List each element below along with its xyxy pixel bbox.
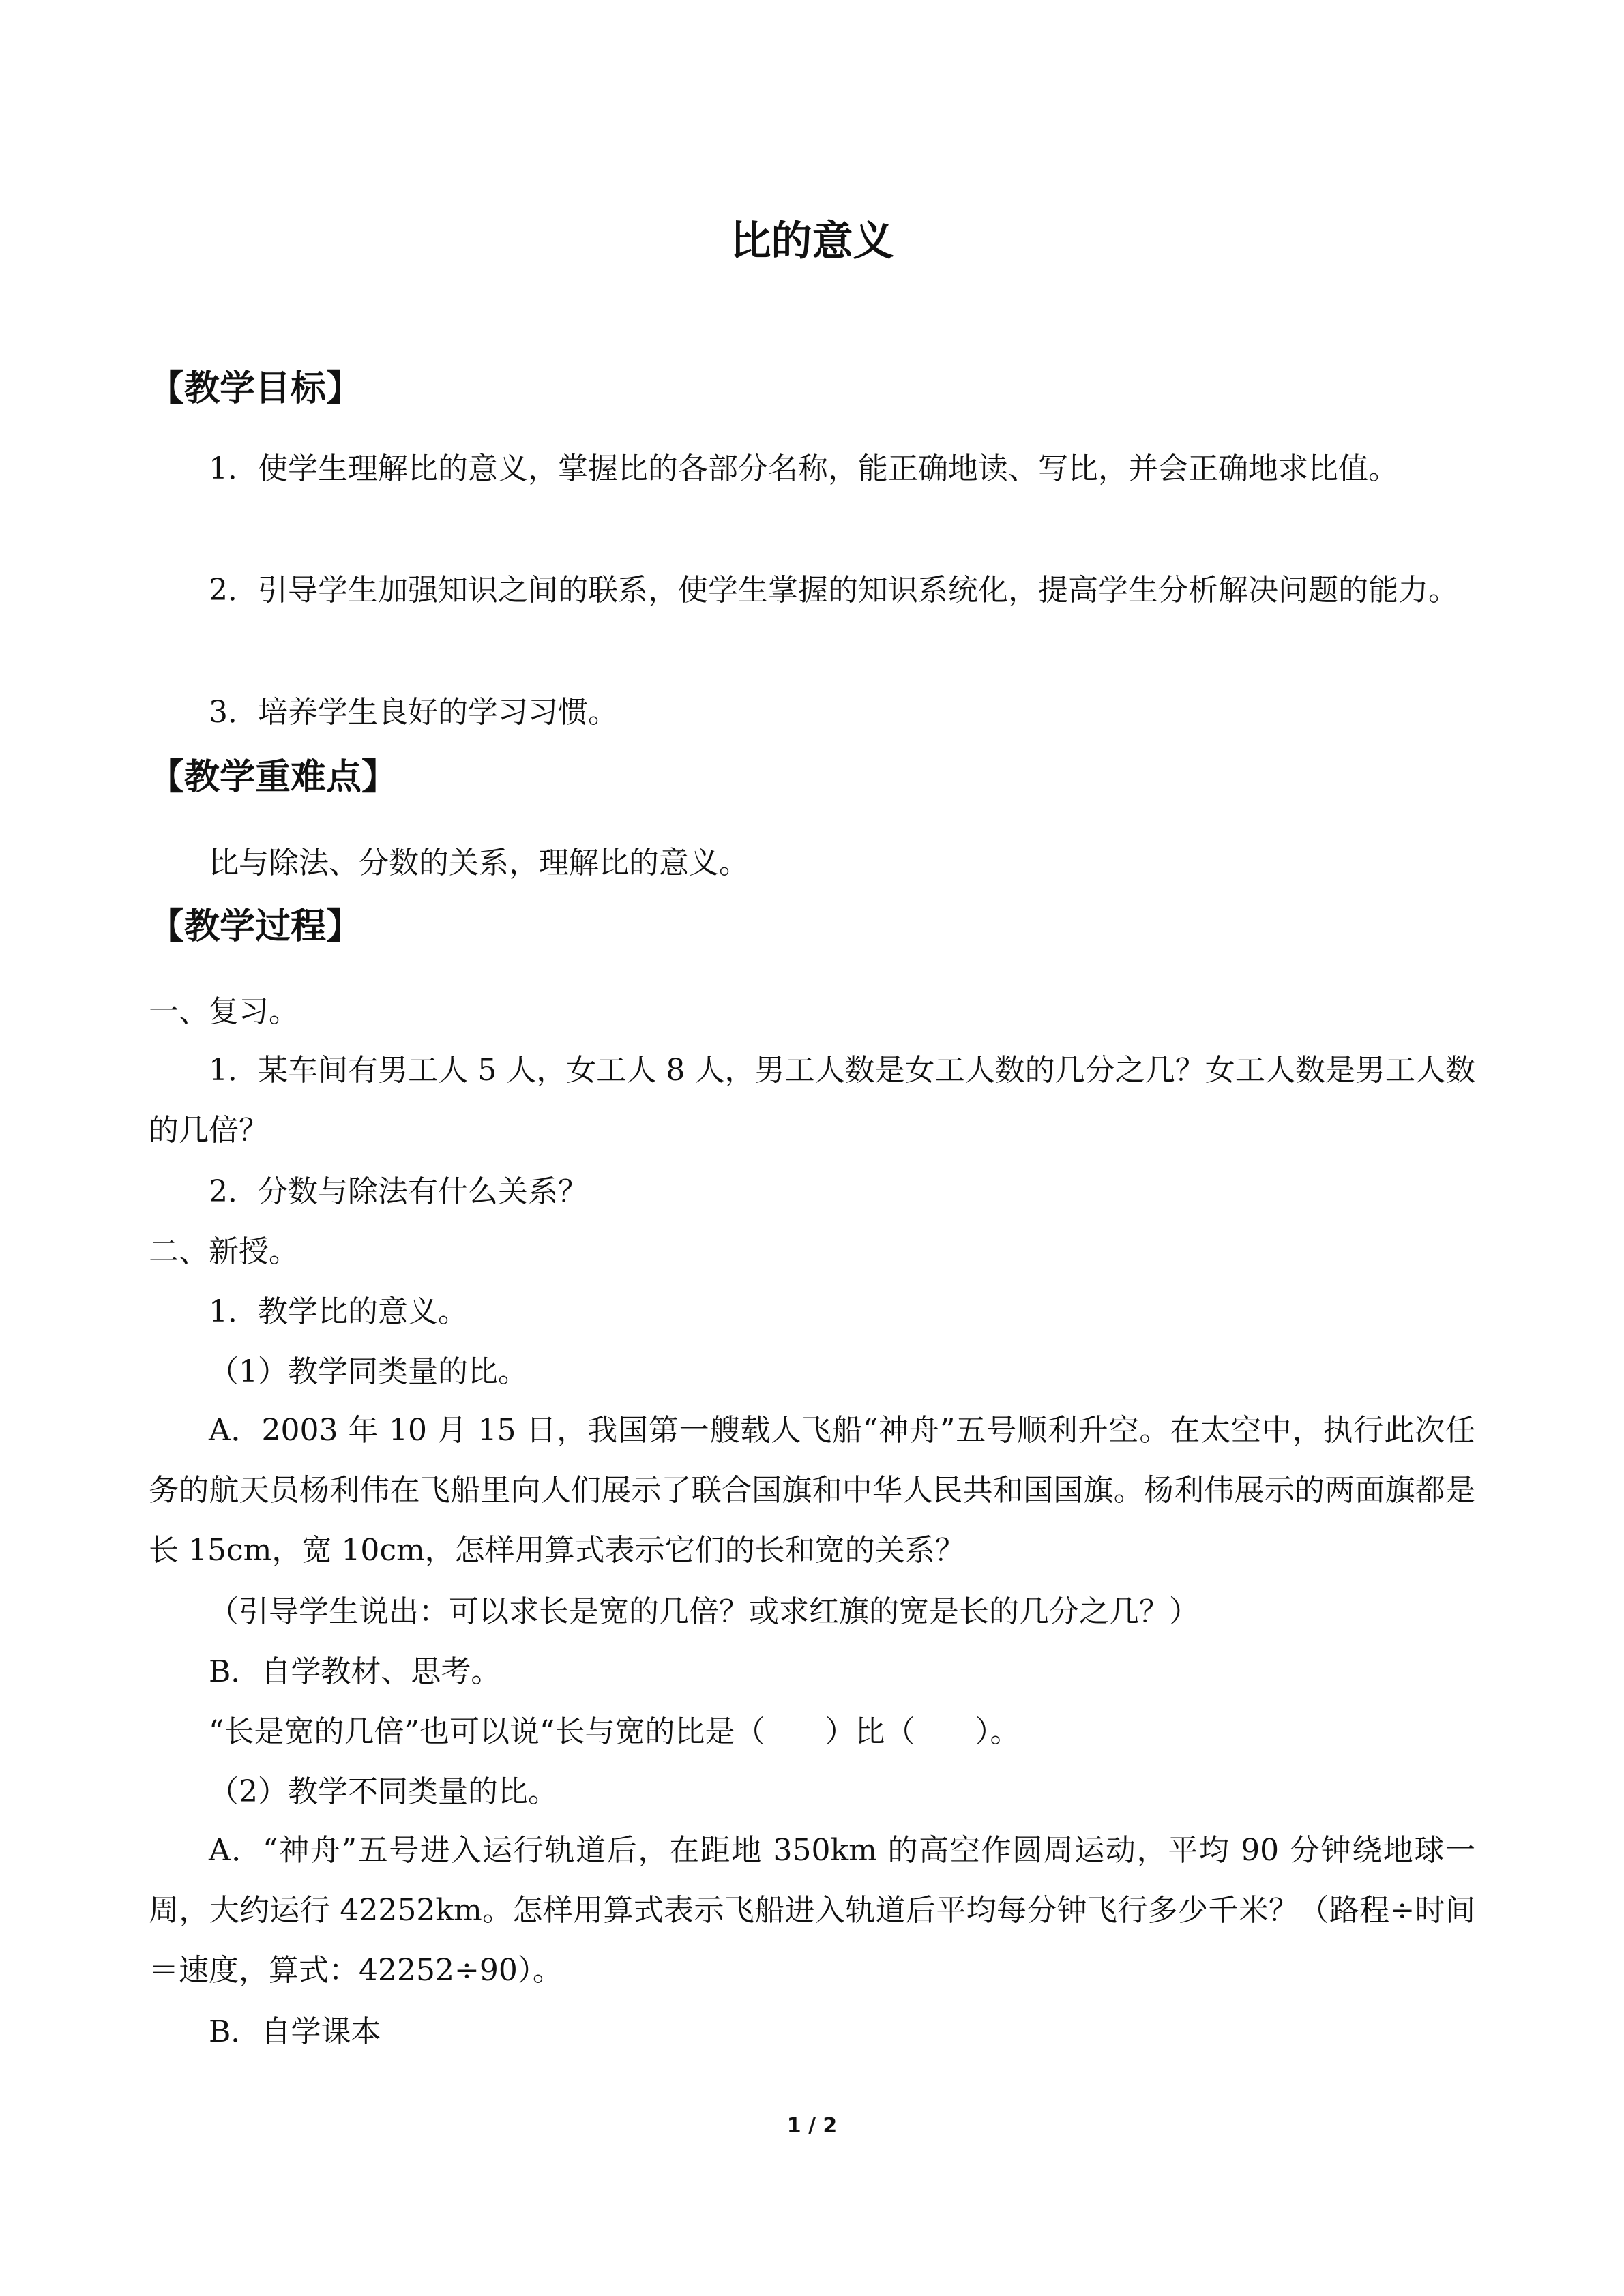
review-item-2: 2．分数与除法有什么关系？ xyxy=(209,1174,588,1209)
objective-item-2: 2．引导学生加强知识之间的联系，使学生掌握的知识系统化，提高学生分析解决问题的能力。 xyxy=(209,573,1458,608)
key-points-text: 比与除法、分数的关系，理解比的意义。 xyxy=(209,846,749,880)
diff-type-ratio-a: A．“神舟”五号进入运行轨道后，在距地 350km 的高空作圆周运动，平均 90 分钟绕地球一周，大约运行 42252km。怎样用算式表示飞船进入轨道后平均每分钟飞行多少千米？（路程÷时间＝速度，算式：42252÷90）。 xyxy=(149,1833,1475,1988)
new-lesson-title: 二、新授。 xyxy=(149,1234,299,1269)
key-points-heading: 【教学重难点】 xyxy=(149,757,398,798)
process-heading: 【教学过程】 xyxy=(149,906,362,947)
review-title: 一、复习。 xyxy=(149,994,299,1029)
same-type-ratio-fill: “长是宽的几倍”也可以说“长与宽的比是（ ）比（ ）。 xyxy=(209,1714,1020,1749)
page-title: 比的意义 xyxy=(730,218,894,265)
new-lesson-item-1: 1．教学比的意义。 xyxy=(209,1294,468,1329)
diff-type-ratio: （2）教学不同类量的比。 xyxy=(209,1774,558,1809)
page-number: 1 / 2 xyxy=(786,2114,838,2138)
objectives-heading: 【教学目标】 xyxy=(149,368,362,409)
objective-item-3: 3．培养学生良好的学习习惯。 xyxy=(209,695,618,730)
same-type-ratio: （1）教学同类量的比。 xyxy=(209,1354,528,1389)
same-type-ratio-b: B．自学教材、思考。 xyxy=(209,1654,501,1689)
diff-type-ratio-b: B．自学课本 xyxy=(209,2014,381,2049)
same-type-ratio-hint: （引导学生说出：可以求长是宽的几倍？或求红旗的宽是长的几分之几？） xyxy=(209,1594,1199,1629)
review-item-1: 1．某车间有男工人 5 人，女工人 8 人，男工人数是女工人数的几分之几？女工人数是男工人数的几倍？ xyxy=(149,1053,1475,1148)
same-type-ratio-a: A．2003 年 10 月 15 日，我国第一艘载人飞船“神舟”五号顺利升空。在太空中，执行此次任务的航天员杨利伟在飞船里向人们展示了联合国旗和中华人民共和国国旗。杨利伟展示的两面旗都是长 15cm，宽 10cm，怎样用算式表示它们的长和宽的关系？ xyxy=(149,1413,1475,1568)
objective-item-1: 1．使学生理解比的意义，掌握比的各部分名称，能正确地读、写比，并会正确地求比值。 xyxy=(209,451,1398,486)
